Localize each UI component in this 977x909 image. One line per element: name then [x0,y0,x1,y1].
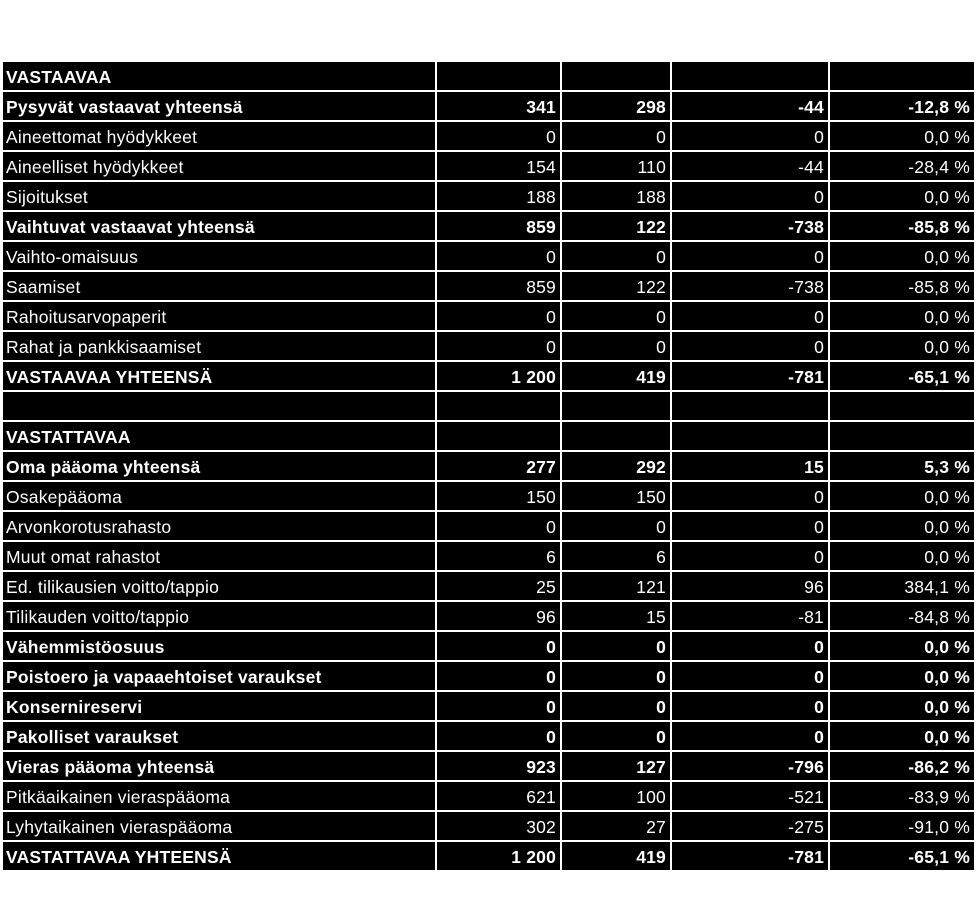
subtotal-row [3,661,974,691]
change-cell: 0 [671,181,829,211]
table-row [3,571,974,601]
subtotal-row [3,631,974,661]
balance-sheet-body [3,62,974,871]
row-label-cell: Pitkäaikainen vieraspääoma [3,781,436,811]
change-percent-cell: -65,1 % [829,361,974,391]
change-percent-cell: 0,0 % [829,241,974,271]
value-cell-1: 6 [436,541,561,571]
value-cell-2: 122 [561,271,671,301]
spacer-row [3,391,974,421]
value-cell-1: 341 [436,91,561,121]
row-label-cell: Lyhytaikainen vieraspääoma [3,811,436,841]
change-cell: -275 [671,811,829,841]
value-cell-2: 127 [561,751,671,781]
value-cell-1: 859 [436,271,561,301]
row-label-cell: Muut omat rahastot [3,541,436,571]
change-percent-cell [829,391,974,421]
value-cell-2: 419 [561,841,671,871]
change-cell: -738 [671,271,829,301]
change-cell: 96 [671,571,829,601]
change-cell: -81 [671,601,829,631]
change-cell: -738 [671,211,829,241]
value-cell-1 [436,391,561,421]
value-cell-2 [561,391,671,421]
table-row [3,121,974,151]
subtotal-row [3,451,974,481]
row-label-cell: Osakepääoma [3,481,436,511]
value-cell-1: 0 [436,691,561,721]
value-cell-1: 0 [436,331,561,361]
table-row [3,301,974,331]
subtotal-row [3,751,974,781]
value-cell-2: 0 [561,331,671,361]
row-label-cell: VASTATTAVAA YHTEENSÄ [3,841,436,871]
value-cell-1: 96 [436,601,561,631]
change-percent-cell: 0,0 % [829,181,974,211]
row-label-cell: Poistoero ja vapaaehtoiset varaukset [3,661,436,691]
change-cell: 0 [671,631,829,661]
row-label-cell: Vaihtuvat vastaavat yhteensä [3,211,436,241]
change-percent-cell: -91,0 % [829,811,974,841]
change-cell: 0 [671,721,829,751]
row-label-cell [3,391,436,421]
row-label-cell: Ed. tilikausien voitto/tappio [3,571,436,601]
row-label-cell: Rahoitusarvopaperit [3,301,436,331]
value-cell-2: 121 [561,571,671,601]
change-percent-cell: -12,8 % [829,91,974,121]
change-cell: -796 [671,751,829,781]
value-cell-1: 188 [436,181,561,211]
change-cell [671,62,829,91]
value-cell-1: 154 [436,151,561,181]
value-cell-2: 188 [561,181,671,211]
row-label-cell: Oma pääoma yhteensä [3,451,436,481]
value-cell-2 [561,62,671,91]
change-percent-cell [829,62,974,91]
value-cell-1: 859 [436,211,561,241]
row-label-cell: Pakolliset varaukset [3,721,436,751]
change-percent-cell: -85,8 % [829,271,974,301]
table-row [3,151,974,181]
change-percent-cell: -65,1 % [829,841,974,871]
table-row [3,481,974,511]
change-percent-cell: 0,0 % [829,121,974,151]
change-cell: 0 [671,481,829,511]
value-cell-1: 25 [436,571,561,601]
value-cell-1: 150 [436,481,561,511]
row-label-cell: Tilikauden voitto/tappio [3,601,436,631]
value-cell-2: 292 [561,451,671,481]
value-cell-2: 122 [561,211,671,241]
value-cell-2: 150 [561,481,671,511]
change-percent-cell: 0,0 % [829,511,974,541]
row-label-cell: VASTATTAVAA [3,421,436,451]
row-label-cell: Konsernireservi [3,691,436,721]
value-cell-1 [436,62,561,91]
section-header-row [3,62,974,91]
value-cell-1: 0 [436,721,561,751]
value-cell-2: 0 [561,301,671,331]
value-cell-2: 6 [561,541,671,571]
table-row [3,541,974,571]
value-cell-2: 0 [561,241,671,271]
subtotal-row [3,91,974,121]
change-percent-cell: 0,0 % [829,331,974,361]
value-cell-1: 1 200 [436,841,561,871]
value-cell-2: 419 [561,361,671,391]
change-cell: -781 [671,841,829,871]
change-cell: -521 [671,781,829,811]
change-percent-cell: 0,0 % [829,691,974,721]
change-percent-cell: 0,0 % [829,481,974,511]
row-label-cell: Aineettomat hyödykkeet [3,121,436,151]
change-cell: -44 [671,151,829,181]
row-label-cell: Rahat ja pankkisaamiset [3,331,436,361]
row-label-cell: Arvonkorotusrahasto [3,511,436,541]
subtotal-row [3,361,974,391]
row-label-cell: Sijoitukset [3,181,436,211]
value-cell-1: 0 [436,121,561,151]
change-cell: 0 [671,511,829,541]
table-row [3,601,974,631]
balance-sheet-table [3,62,974,872]
subtotal-row [3,841,974,871]
value-cell-1: 923 [436,751,561,781]
table-row [3,271,974,301]
value-cell-2: 15 [561,601,671,631]
table-row [3,331,974,361]
value-cell-2: 27 [561,811,671,841]
subtotal-row [3,691,974,721]
table-row [3,511,974,541]
change-cell: 15 [671,451,829,481]
section-header-row [3,421,974,451]
value-cell-1: 0 [436,661,561,691]
change-percent-cell: -84,8 % [829,601,974,631]
table-row [3,811,974,841]
row-label-cell: VASTAAVAA [3,62,436,91]
change-percent-cell: 0,0 % [829,661,974,691]
row-label-cell: Pysyvät vastaavat yhteensä [3,91,436,121]
subtotal-row [3,721,974,751]
change-cell: 0 [671,301,829,331]
row-label-cell: Saamiset [3,271,436,301]
value-cell-2: 0 [561,661,671,691]
value-cell-1: 302 [436,811,561,841]
value-cell-2: 298 [561,91,671,121]
change-cell [671,391,829,421]
row-label-cell: VASTAAVAA YHTEENSÄ [3,361,436,391]
subtotal-row [3,211,974,241]
change-cell: 0 [671,661,829,691]
change-cell: 0 [671,241,829,271]
value-cell-2 [561,421,671,451]
row-label-cell: Vieras pääoma yhteensä [3,751,436,781]
value-cell-1: 277 [436,451,561,481]
value-cell-1: 0 [436,301,561,331]
value-cell-2: 0 [561,721,671,751]
change-cell: -44 [671,91,829,121]
change-percent-cell: -28,4 % [829,151,974,181]
change-percent-cell: 5,3 % [829,451,974,481]
value-cell-1: 0 [436,631,561,661]
value-cell-1 [436,421,561,451]
change-cell [671,421,829,451]
change-cell: -781 [671,361,829,391]
change-percent-cell: -85,8 % [829,211,974,241]
value-cell-1: 0 [436,511,561,541]
change-percent-cell: 0,0 % [829,721,974,751]
change-cell: 0 [671,331,829,361]
change-cell: 0 [671,691,829,721]
value-cell-1: 1 200 [436,361,561,391]
value-cell-2: 100 [561,781,671,811]
change-percent-cell: 0,0 % [829,541,974,571]
change-percent-cell: 384,1 % [829,571,974,601]
value-cell-1: 0 [436,241,561,271]
value-cell-2: 0 [561,511,671,541]
row-label-cell: Vähemmistöosuus [3,631,436,661]
table-row [3,181,974,211]
value-cell-1: 621 [436,781,561,811]
value-cell-2: 0 [561,631,671,661]
change-percent-cell: 0,0 % [829,301,974,331]
value-cell-2: 110 [561,151,671,181]
change-percent-cell: 0,0 % [829,631,974,661]
row-label-cell: Aineelliset hyödykkeet [3,151,436,181]
change-cell: 0 [671,121,829,151]
table-row [3,241,974,271]
row-label-cell: Vaihto-omaisuus [3,241,436,271]
change-percent-cell: -86,2 % [829,751,974,781]
change-cell: 0 [671,541,829,571]
change-percent-cell: -83,9 % [829,781,974,811]
change-percent-cell [829,421,974,451]
value-cell-2: 0 [561,691,671,721]
table-row [3,781,974,811]
value-cell-2: 0 [561,121,671,151]
